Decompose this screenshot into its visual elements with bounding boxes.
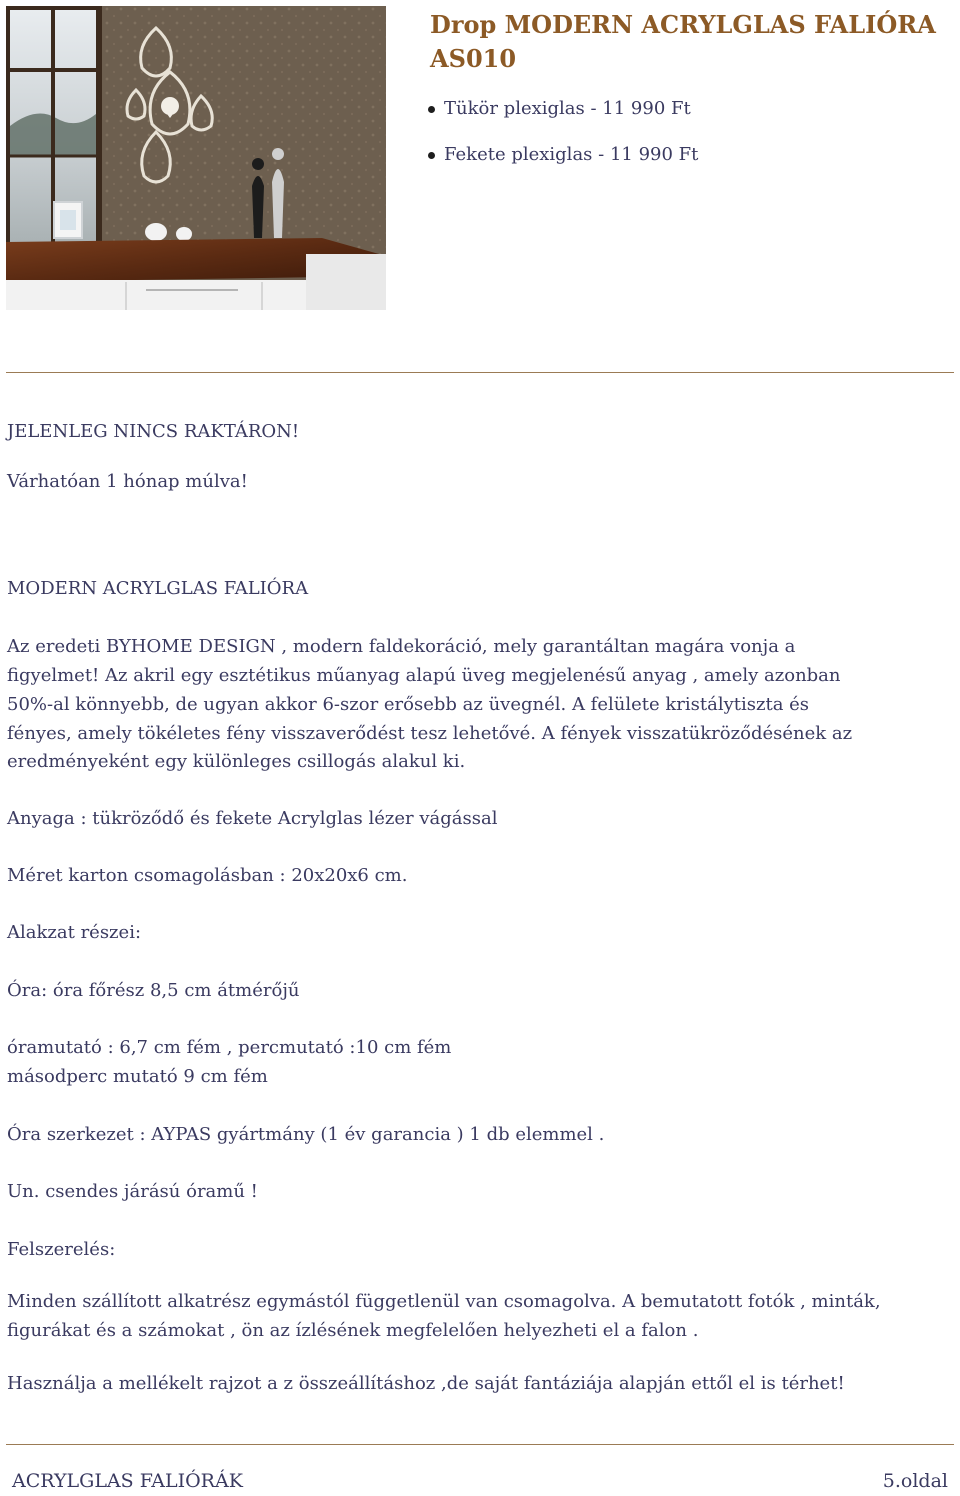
footer-section: ACRYLGLAS FALIÓRÁK [12,1470,243,1492]
drawing-note: Használja a mellékelt rajzot a z összeállításhoz ,de saját fantáziája alapján ettől el is térhet! [7,1373,845,1394]
variant-label: Fekete plexiglas - 11 990 Ft [444,144,699,165]
description-line: fényes, amely tökéletes fény visszaverődést tesz lehetővé. A fények visszatükröződésének az [7,723,853,744]
description-line: eredményeként egy különleges csillogás alakul ki. [7,751,466,772]
size-text: Méret karton csomagolásban : 20x20x6 cm. [7,865,408,886]
wall-clock-photo [6,6,386,310]
description-line: figyelmet! Az akril egy esztétikus műanyag alapú üveg megjelenésű anyag , amely azonban [7,665,841,686]
silent-text: Un. csendes járású óramű ! [7,1181,258,1202]
product-photo [6,6,386,310]
hands-text: óramutató : 6,7 cm fém , percmutató :10 cm fém [7,1037,452,1058]
product-title: Drop MODERN ACRYLGLAS FALIÓRA AS010 [430,10,936,73]
clock-body-text: Óra: óra főrész 8,5 cm átmérőjű [7,980,300,1001]
stock-eta: Várhatóan 1 hónap múlva! [7,471,248,492]
parts-heading: Alakzat részei: [7,922,142,943]
bullet-icon [428,106,435,113]
divider [6,372,954,373]
description-line: Az eredeti BYHOME DESIGN , modern faldekoráció, mely garantáltan magára vonja a [7,636,796,657]
movement-text: Óra szerkezet : AYPAS gyártmány (1 év garancia ) 1 db elemmel . [7,1124,605,1145]
mounting-line: Minden szállított alkatrész egymástól függetlenül van csomagolva. A bemutatott fotók , minták, [7,1291,881,1312]
mounting-line: figurákat és a számokat , ön az ízlésének megfelelően helyezheti el a falon . [7,1320,699,1341]
page-number: 5.oldal [882,1470,948,1492]
footer-divider [6,1444,954,1445]
variant-list [424,92,698,184]
variant-item [424,92,698,126]
description-line: 50%-al könnyebb, de ugyan akkor 6-szor erősebb az üvegnél. A felülete kristálytiszta és [7,694,810,715]
variant-item [424,138,698,172]
mounting-heading: Felszerelés: [7,1239,116,1260]
description-heading: MODERN ACRYLGLAS FALIÓRA [7,578,309,599]
variant-label: Tükör plexiglas - 11 990 Ft [444,98,691,119]
stock-status: JELENLEG NINCS RAKTÁRON! [7,421,300,442]
bullet-icon [428,152,435,159]
material-text: Anyaga : tükröződő és fekete Acrylglas lézer vágással [7,808,498,829]
second-hand-text: másodperc mutató 9 cm fém [7,1066,268,1087]
